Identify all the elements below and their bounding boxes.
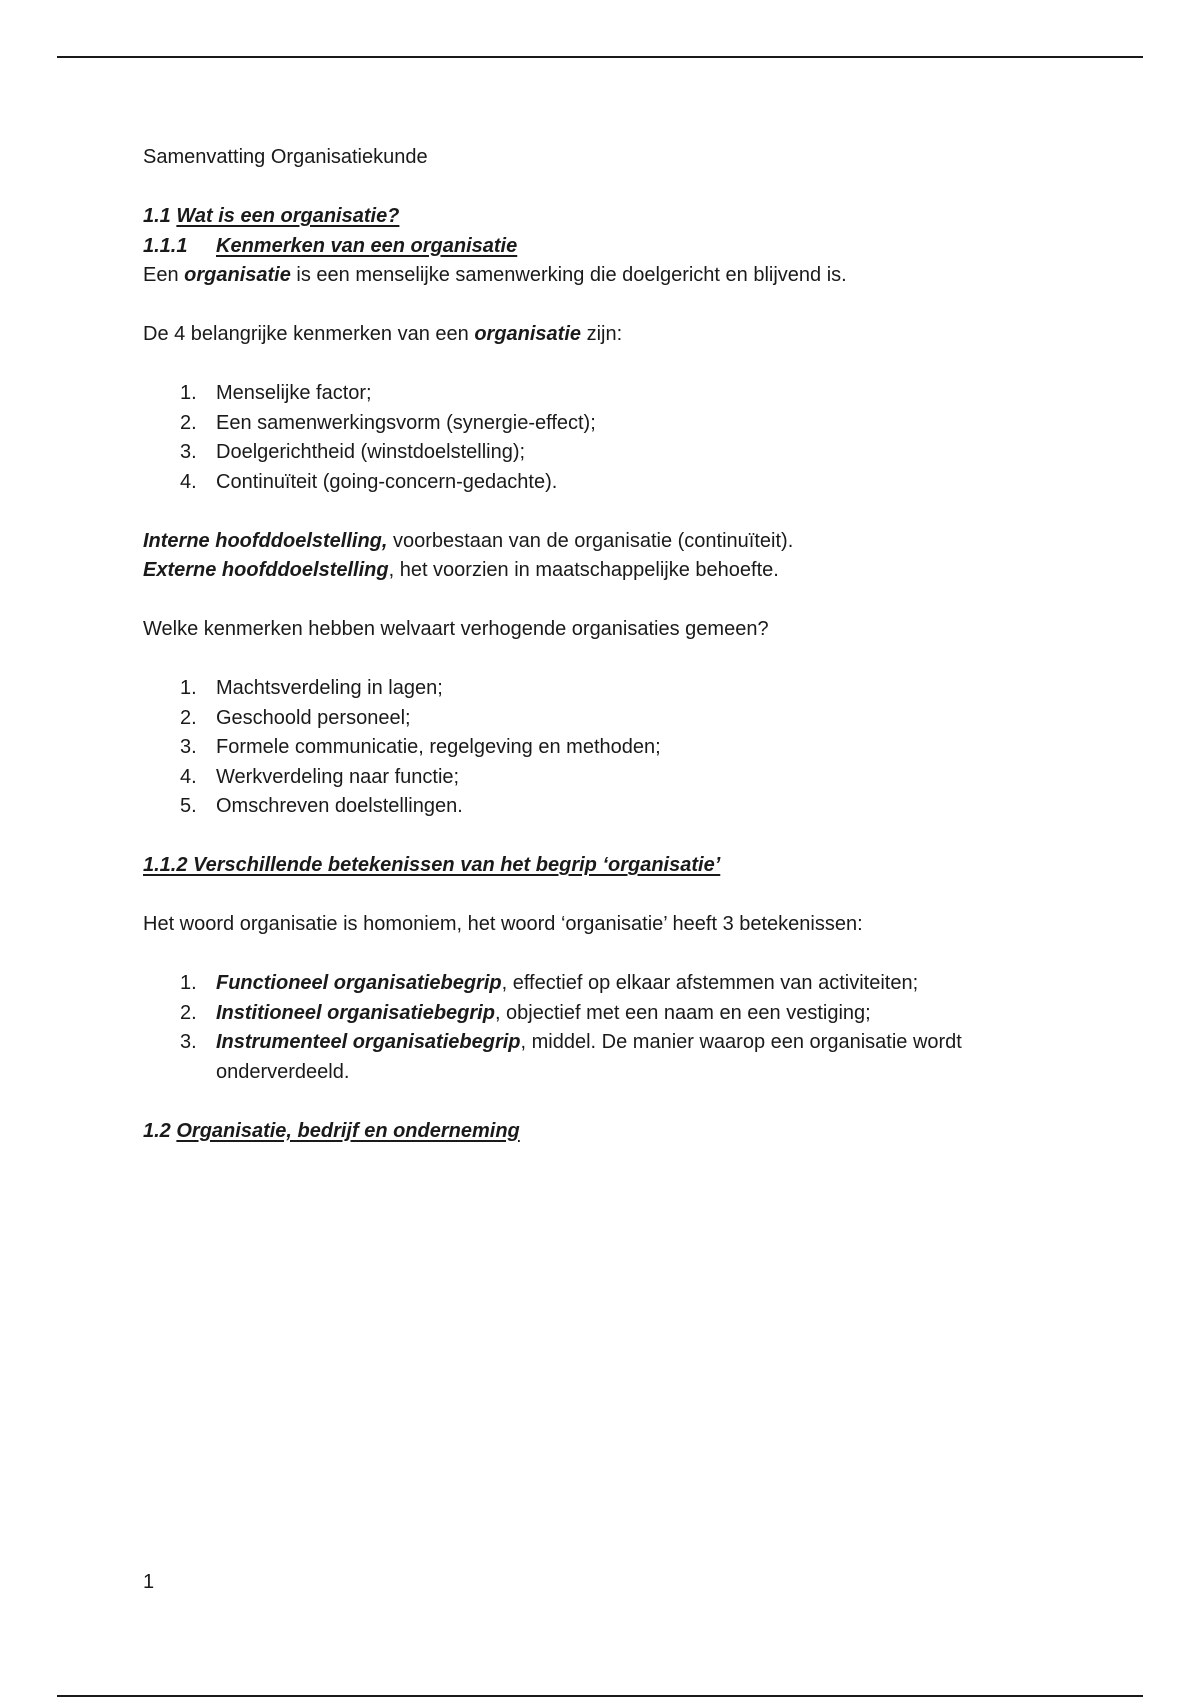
- list-item: 4. Werkverdeling naar functie;: [180, 765, 460, 788]
- betekenissen-list: [143, 969, 1063, 1087]
- spacer: [143, 173, 1063, 203]
- list-item: 3. Formele communicatie, regelgeving en methoden;: [180, 736, 661, 758]
- footer-rule: [57, 1695, 1143, 1697]
- list-item: 4. Continuïteit (going-concern-gedachte).: [180, 470, 558, 493]
- list-item: 2. Een samenwerkingsvorm (synergie-effect);: [180, 411, 596, 434]
- kenmerken-intro: De 4 belangrijke kenmerken van een organisatie zijn:: [143, 323, 623, 345]
- welvaart-question: Welke kenmerken hebben welvaart verhogende organisaties gemeen?: [143, 618, 769, 640]
- list-item: 1. Menselijke factor;: [180, 382, 372, 404]
- spacer: [143, 291, 1063, 321]
- heading-1-1: 1.1 Wat is een organisatie?: [143, 205, 400, 227]
- page-number: 1: [143, 1571, 155, 1593]
- list-item: 3. Doelgerichtheid (winstdoelstelling);: [180, 441, 526, 463]
- spacer: [143, 586, 1063, 616]
- definition-paragraph: Een organisatie is een menselijke samenwerking die doelgericht en blijvend is.: [143, 264, 847, 286]
- spacer: [143, 350, 1063, 380]
- spacer: [143, 822, 1063, 852]
- spacer: [143, 881, 1063, 911]
- list-item: 1. Functioneel organisatiebegrip, effectief op elkaar afstemmen van activiteiten;: [180, 972, 919, 994]
- spacer: [143, 1087, 1063, 1117]
- spacer: [143, 497, 1063, 527]
- spacer: [143, 645, 1063, 675]
- homoniem-intro: Het woord organisatie is homoniem, het woord ‘organisatie’ heeft 3 betekenissen:: [143, 913, 863, 935]
- welvaart-list: [143, 674, 1063, 822]
- heading-1-2: 1.2 Organisatie, bedrijf en onderneming: [143, 1119, 520, 1142]
- list-item: 2. Geschoold personeel;: [180, 706, 411, 729]
- heading-1-1-2: 1.1.2 Verschillende betekenissen van het begrip ‘organisatie’: [143, 854, 721, 876]
- list-item: 5. Omschreven doelstellingen.: [180, 795, 463, 817]
- externe-hoofddoelstelling: Externe hoofddoelstelling, het voorzien in maatschappelijke behoefte.: [143, 559, 779, 581]
- document-title: Samenvatting Organisatiekunde: [143, 146, 428, 168]
- spacer: [143, 940, 1063, 970]
- heading-1-1-1: 1.1.1 Kenmerken van een organisatie: [143, 234, 518, 257]
- list-item: 2. Institioneel organisatiebegrip, objectief met een naam en een vestiging;: [180, 1001, 871, 1024]
- document-body: [143, 143, 1063, 1146]
- list-item: 1. Machtsverdeling in lagen;: [180, 677, 443, 699]
- list-item: 3. Instrumenteel organisatiebegrip, middel. De manier waarop een organisatie wordt onderverdeeld.: [180, 1031, 962, 1083]
- kenmerken-list: [143, 379, 1063, 497]
- header-rule: [57, 56, 1143, 58]
- interne-hoofddoelstelling: Interne hoofddoelstelling, voorbestaan van de organisatie (continuïteit).: [143, 529, 794, 552]
